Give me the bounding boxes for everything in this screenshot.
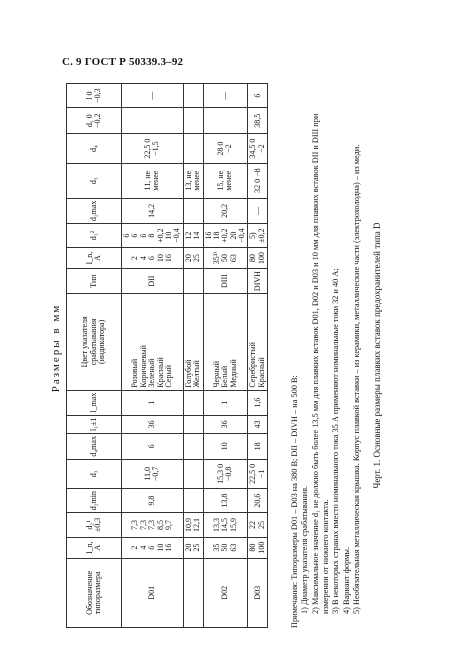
- cell-d2: 13,3 14,5 15,9: [203, 513, 248, 537]
- cell-color: Голубой Желтый: [183, 294, 203, 391]
- dimensions-table: [66, 83, 268, 628]
- cell-color: Серебристый Красный: [248, 294, 268, 391]
- col-header: d₂max: [67, 198, 122, 224]
- cell-l1: [183, 415, 203, 433]
- note-item: 4) Вариант формы.: [341, 546, 351, 614]
- cell-d1: 12 14: [183, 224, 203, 248]
- cell-d1: 5) ±0,2: [248, 224, 268, 248]
- col-header: d₄max: [67, 434, 122, 460]
- col-header: I_n, A: [67, 248, 122, 269]
- rotated-content: [50, 68, 395, 628]
- cell-d3: [183, 459, 203, 488]
- table-header-row: [67, 84, 122, 628]
- figure-caption: Черт. 1. Основные размеры плавких вставок предохранителей типа D: [372, 222, 382, 489]
- cell-type: DII: [122, 269, 184, 294]
- cell-d5: [183, 108, 203, 134]
- cell-d3b: 15, не менее: [203, 163, 248, 198]
- note-intro: Примечания: Типоразмеры D01 – D03 на 380 В; DII – DIVH – на 500 В:: [290, 375, 299, 628]
- cell-group: D02: [203, 558, 248, 627]
- cell-in: 20 25: [183, 537, 203, 558]
- col-header: d₂min: [67, 489, 122, 513]
- cell-in2: 2 4 6 10 16: [122, 248, 184, 269]
- cell-lmax: [183, 390, 203, 415]
- cell-d4: 28 0 −2: [203, 134, 248, 163]
- cell-in2: 35³⁾ 50 63: [203, 248, 248, 269]
- cell-in: 2 4 6 10 16: [122, 537, 184, 558]
- cell-d3: 11,0 −0,7: [122, 459, 184, 488]
- col-header: d₂¹ ±0,3: [67, 513, 122, 537]
- cell-in2: 80 100: [248, 248, 268, 269]
- cell-l1: 43: [248, 415, 268, 433]
- col-header: l_max: [67, 390, 122, 415]
- cell-d4max: 10: [203, 434, 248, 460]
- col-header: d₄: [67, 134, 122, 163]
- col-header: Цвет указателя срабатывания (индикатора): [67, 294, 122, 391]
- cell-d2min: [183, 489, 203, 513]
- cell-d2max: [183, 198, 203, 224]
- cell-type: [183, 269, 203, 294]
- col-header: Обозначение типоразмера: [67, 558, 122, 627]
- notes-block: [290, 83, 363, 628]
- cell-d5: 38,5: [248, 108, 268, 134]
- cell-lmax: 1,6: [248, 390, 268, 415]
- cell-d3b: 13, не менее: [183, 163, 203, 198]
- cell-d4max: 18: [248, 434, 268, 460]
- cell-d3: 15,3 0 −0,8: [203, 459, 248, 488]
- cell-l: 6: [248, 84, 268, 108]
- cell-d3b: 11, не менее: [122, 163, 184, 198]
- cell-l: —: [122, 84, 184, 108]
- cell-l: [183, 84, 203, 108]
- cell-l1: 36: [122, 415, 184, 433]
- table-row: [183, 84, 203, 628]
- col-header: d₁²: [67, 224, 122, 248]
- cell-lmax: 1: [203, 390, 248, 415]
- cell-d2: 7,3 7,3 7,3 8,5 9,7: [122, 513, 184, 537]
- col-header: Тип: [67, 269, 122, 294]
- cell-in: 80 100: [248, 537, 268, 558]
- col-header: I_n, A: [67, 537, 122, 558]
- cell-d1: 16 18 +0,2 20 −0,4: [203, 224, 248, 248]
- cell-d5: [122, 108, 184, 134]
- cell-d4: [183, 134, 203, 163]
- cell-d1: 6 6 6 8 +0,2 10 −0,4: [122, 224, 184, 248]
- cell-d2max: 14,2: [122, 198, 184, 224]
- cell-d2min: 20,6: [248, 489, 268, 513]
- cell-lmax: 1: [122, 390, 184, 415]
- cell-d2max: —: [248, 198, 268, 224]
- col-header: d₃: [67, 459, 122, 488]
- cell-d2min: 13,8: [203, 489, 248, 513]
- note-item: 5) Необязательная металлическая крышка. Корпус плавкой вставки – из керамики, металлические части (электрохолодна) – из меди.: [352, 144, 362, 614]
- col-header: l 0 −0,3: [67, 84, 122, 108]
- note-item: 3) В некоторых странах вместо номинального тока 35 А применяют номинальные токи 32 и 40 А;: [331, 268, 341, 614]
- cell-group: D01: [122, 558, 184, 627]
- note-item: 1) Диаметр указателя срабатывания.: [300, 485, 310, 614]
- cell-in2: 20 25: [183, 248, 203, 269]
- page-header: С. 9 ГОСТ Р 50339.3–92: [62, 56, 184, 68]
- cell-color: Черный Белый Медный: [203, 294, 248, 391]
- cell-d4max: [183, 434, 203, 460]
- cell-l1: 36: [203, 415, 248, 433]
- col-header: d₃: [67, 163, 122, 198]
- section-title: Размеры в мм: [50, 303, 62, 393]
- table-row: [248, 84, 268, 628]
- cell-d2: 10,9 12,1: [183, 513, 203, 537]
- col-header: d₅ 0 −0,2: [67, 108, 122, 134]
- col-header: l₁±1: [67, 415, 122, 433]
- table-row: [122, 84, 184, 628]
- cell-type: DIVH: [248, 269, 268, 294]
- cell-in: 35 50 63: [203, 537, 248, 558]
- cell-color: Розовый Коричневый Зеленый Красный Серый: [122, 294, 184, 391]
- cell-d4max: 6: [122, 434, 184, 460]
- cell-group: D03: [248, 558, 268, 627]
- note-item: 2) Максимальное значение d₁ не должно быть более 13,5 мм для плавких вставок D01, D02 и D03 и 10 мм для плавких вставок DII и DIII при измерении от нижнего контакта.: [310, 113, 331, 614]
- cell-d3: 22,5 0 −1: [248, 459, 268, 488]
- table-row: [203, 84, 248, 628]
- cell-d2max: 20,2: [203, 198, 248, 224]
- cell-d4: 34,5 0 −2: [248, 134, 268, 163]
- cell-d2: 22 25: [248, 513, 268, 537]
- cell-d3b: 32 0 −8: [248, 163, 268, 198]
- cell-d4: 22,5 0 −1,5: [122, 134, 184, 163]
- cell-d2min: 9,8: [122, 489, 184, 513]
- cell-d5: [203, 108, 248, 134]
- cell-type: DIII: [203, 269, 248, 294]
- cell-l: —: [203, 84, 248, 108]
- cell-group: [183, 558, 203, 627]
